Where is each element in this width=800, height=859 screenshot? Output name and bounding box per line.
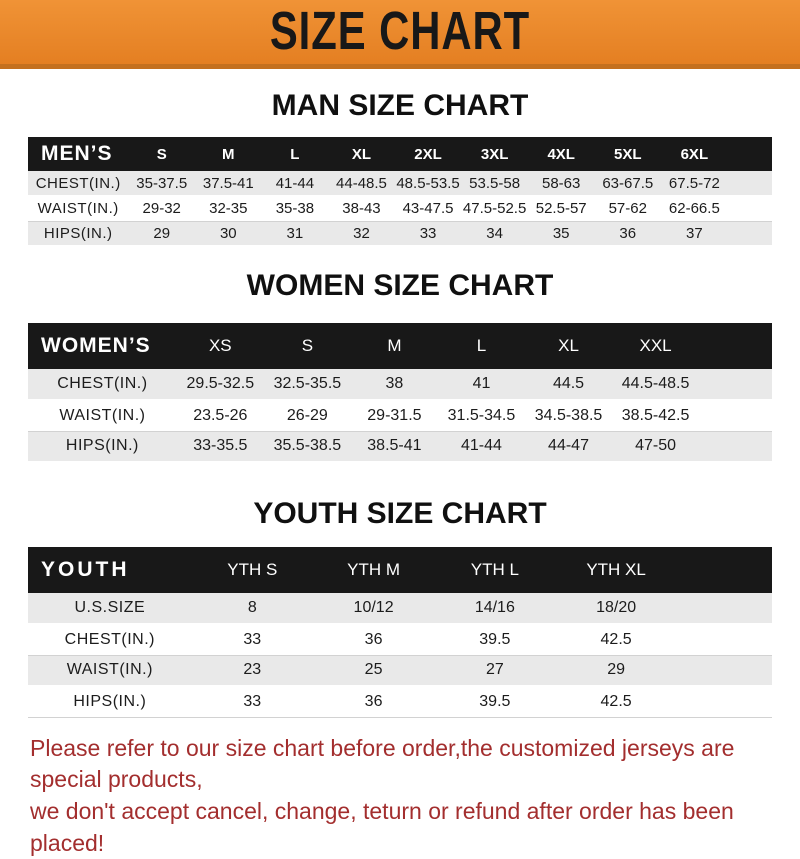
- size-column-header: L: [262, 137, 329, 171]
- table-row: [28, 196, 772, 221]
- table-row: [28, 400, 772, 431]
- table-header-row: [28, 137, 772, 171]
- size-value: 34.5-38.5: [525, 400, 612, 431]
- row-label: WAIST(IN.): [28, 655, 192, 686]
- size-value: 29-31.5: [351, 400, 438, 431]
- size-value: 32-35: [195, 196, 262, 221]
- row-label: U.S.SIZE: [28, 593, 192, 624]
- table-corner-label: YOUTH: [28, 547, 192, 593]
- table-row: [28, 624, 772, 655]
- size-value: 33: [192, 624, 313, 655]
- row-label: HIPS(IN.): [28, 686, 192, 717]
- size-column-header: YTH M: [313, 547, 434, 593]
- size-value: 38: [351, 369, 438, 400]
- size-value: 29.5-32.5: [177, 369, 264, 400]
- row-label: WAIST(IN.): [28, 400, 177, 431]
- size-column-header: 4XL: [528, 137, 595, 171]
- size-value: 57-62: [594, 196, 661, 221]
- table-row: [28, 171, 772, 196]
- size-column-header: XS: [177, 323, 264, 369]
- size-column-header: YTH S: [192, 547, 313, 593]
- filler-cell: [728, 171, 772, 196]
- youth-size-chart-section: [0, 499, 800, 718]
- size-value: 23.5-26: [177, 400, 264, 431]
- size-value: 30: [195, 221, 262, 246]
- size-column-header: M: [195, 137, 262, 171]
- table-row: [28, 431, 772, 462]
- size-value: 42.5: [555, 624, 676, 655]
- size-column-header: M: [351, 323, 438, 369]
- size-value: 27: [434, 655, 555, 686]
- women-size-chart-section: [0, 271, 800, 463]
- filler-cell: [699, 369, 772, 400]
- size-value: 31.5-34.5: [438, 400, 525, 431]
- filler-cell: [677, 547, 772, 593]
- row-label: CHEST(IN.): [28, 369, 177, 400]
- size-value: 33: [395, 221, 462, 246]
- size-value: 36: [313, 624, 434, 655]
- size-column-header: 2XL: [395, 137, 462, 171]
- size-value: 26-29: [264, 400, 351, 431]
- size-column-header: YTH XL: [555, 547, 676, 593]
- size-column-header: YTH L: [434, 547, 555, 593]
- footnote-line-2: we don't accept cancel, change, teturn or refund after order has been placed!: [30, 796, 772, 859]
- size-column-header: XL: [328, 137, 395, 171]
- footnote-line-1: Please refer to our size chart before order,the customized jerseys are special products,: [30, 733, 772, 796]
- size-value: 32.5-35.5: [264, 369, 351, 400]
- size-value: 67.5-72: [661, 171, 728, 196]
- size-value: 53.5-58: [461, 171, 528, 196]
- size-value: 44-47: [525, 431, 612, 462]
- youth-size-chart-heading: YOUTH SIZE CHART: [0, 499, 800, 529]
- size-value: 33: [192, 686, 313, 717]
- table-header-row: [28, 323, 772, 369]
- size-value: 62-66.5: [661, 196, 728, 221]
- filler-cell: [728, 137, 772, 171]
- size-value: 36: [594, 221, 661, 246]
- row-label: HIPS(IN.): [28, 221, 128, 246]
- size-value: 35-38: [262, 196, 329, 221]
- filler-cell: [728, 196, 772, 221]
- size-value: 52.5-57: [528, 196, 595, 221]
- size-value: 10/12: [313, 593, 434, 624]
- size-value: 33-35.5: [177, 431, 264, 462]
- size-value: 42.5: [555, 686, 676, 717]
- size-value: 48.5-53.5: [395, 171, 462, 196]
- filler-cell: [699, 323, 772, 369]
- man-size-chart-heading: MAN SIZE CHART: [0, 91, 800, 121]
- size-value: 58-63: [528, 171, 595, 196]
- mens-size-table: [28, 137, 772, 247]
- size-value: 37: [661, 221, 728, 246]
- table-row: [28, 369, 772, 400]
- size-value: 41-44: [438, 431, 525, 462]
- table-row: [28, 686, 772, 717]
- size-column-header: 3XL: [461, 137, 528, 171]
- size-value: 44.5: [525, 369, 612, 400]
- size-value: 14/16: [434, 593, 555, 624]
- size-value: 18/20: [555, 593, 676, 624]
- size-column-header: 5XL: [594, 137, 661, 171]
- filler-cell: [699, 400, 772, 431]
- size-column-header: 6XL: [661, 137, 728, 171]
- size-value: 23: [192, 655, 313, 686]
- size-value: 29: [128, 221, 195, 246]
- size-value: 36: [313, 686, 434, 717]
- filler-cell: [728, 221, 772, 246]
- size-value: 41: [438, 369, 525, 400]
- size-value: 47.5-52.5: [461, 196, 528, 221]
- size-value: 35.5-38.5: [264, 431, 351, 462]
- table-row: [28, 593, 772, 624]
- banner-title: SIZE CHART: [270, 2, 530, 63]
- size-value: 25: [313, 655, 434, 686]
- size-value: 38.5-42.5: [612, 400, 699, 431]
- size-value: 43-47.5: [395, 196, 462, 221]
- filler-cell: [677, 624, 772, 655]
- table-header-row: [28, 547, 772, 593]
- footnote: [30, 733, 772, 859]
- size-value: 41-44: [262, 171, 329, 196]
- size-column-header: S: [264, 323, 351, 369]
- size-value: 38.5-41: [351, 431, 438, 462]
- row-label: CHEST(IN.): [28, 171, 128, 196]
- row-label: WAIST(IN.): [28, 196, 128, 221]
- size-value: 32: [328, 221, 395, 246]
- size-value: 34: [461, 221, 528, 246]
- youth-size-table: [28, 547, 772, 718]
- filler-cell: [677, 593, 772, 624]
- table-row: [28, 221, 772, 246]
- size-value: 29: [555, 655, 676, 686]
- size-value: 38-43: [328, 196, 395, 221]
- row-label: HIPS(IN.): [28, 431, 177, 462]
- filler-cell: [677, 686, 772, 717]
- filler-cell: [699, 431, 772, 462]
- size-value: 31: [262, 221, 329, 246]
- size-column-header: S: [128, 137, 195, 171]
- size-value: 39.5: [434, 624, 555, 655]
- table-corner-label: MEN’S: [28, 137, 128, 171]
- women-size-chart-heading: WOMEN SIZE CHART: [0, 271, 800, 301]
- man-size-chart-section: [0, 91, 800, 247]
- filler-cell: [677, 655, 772, 686]
- size-value: 8: [192, 593, 313, 624]
- size-chart-banner: [0, 0, 800, 69]
- size-value: 39.5: [434, 686, 555, 717]
- size-value: 37.5-41: [195, 171, 262, 196]
- size-value: 47-50: [612, 431, 699, 462]
- row-label: CHEST(IN.): [28, 624, 192, 655]
- size-value: 63-67.5: [594, 171, 661, 196]
- size-column-header: XL: [525, 323, 612, 369]
- womens-size-table: [28, 323, 772, 463]
- size-value: 29-32: [128, 196, 195, 221]
- size-column-header: XXL: [612, 323, 699, 369]
- size-value: 35-37.5: [128, 171, 195, 196]
- size-column-header: L: [438, 323, 525, 369]
- table-row: [28, 655, 772, 686]
- size-value: 44.5-48.5: [612, 369, 699, 400]
- size-value: 44-48.5: [328, 171, 395, 196]
- size-value: 35: [528, 221, 595, 246]
- table-corner-label: WOMEN’S: [28, 323, 177, 369]
